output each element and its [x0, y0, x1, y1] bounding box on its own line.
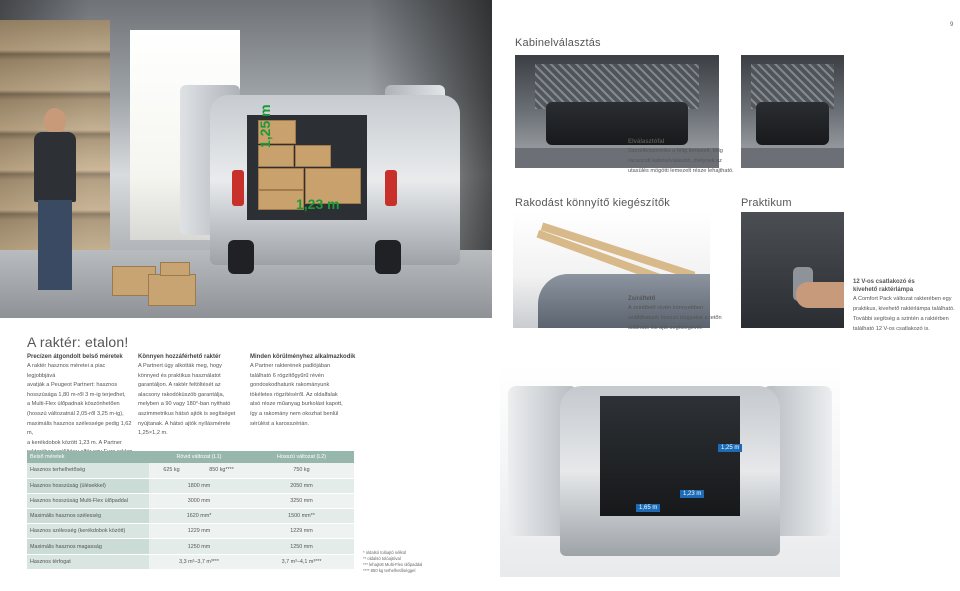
column-line: (hosszú változatnál 2,05-ről 3,25 m-ig),: [27, 410, 124, 417]
lamp-caption: [853, 278, 958, 334]
van-tail-lamp-right: [385, 170, 397, 206]
table-cell: 1229 mm: [149, 524, 249, 539]
lamp-caption-line: A Comfort Pack változat rakterében egy: [853, 296, 952, 302]
lamp-caption-title: 12 V-os csatlakozó és: [853, 279, 915, 285]
lamp-caption-line: praktikus, kivehető raktérlámpa található.: [853, 306, 955, 312]
worker-figure: [28, 108, 82, 298]
footnote: *** lehajtott Multi-Flex ülőpaddal: [363, 562, 423, 567]
column-line: található 6 rögzítőgyűrű révén: [250, 372, 325, 379]
column-line: aszimmetrikus hátsó ajtók is segítséget: [138, 410, 236, 417]
table-row: [27, 524, 354, 539]
column-line: alsó része műanyag burkolást kapott,: [250, 401, 343, 408]
table-cell: 1229 mm: [249, 524, 354, 539]
floor-box: [148, 274, 196, 306]
table-cell: 3000 mm: [149, 493, 249, 508]
table-row-label: Maximális hasznos szélesség: [27, 509, 149, 524]
loading-section-title: Rakodást könnyítő kiegészítők: [515, 197, 670, 209]
cabin-caption: [628, 138, 788, 176]
cargo-width-tag: 1,23 m: [680, 490, 704, 498]
column-line: A Partner rakterének padlójában: [250, 363, 331, 369]
table-cell: 1620 mm*: [149, 509, 249, 524]
worker-head: [44, 108, 66, 134]
table-cell: 3250 mm: [249, 493, 354, 508]
table-footnotes: [363, 550, 422, 574]
column-line: így a rakomány nem okozhat benlül: [250, 410, 339, 417]
lamp-caption-line: További segítség a szintén a raktérben: [853, 316, 949, 322]
van-wheel-right: [375, 240, 401, 274]
roof-plank: [541, 222, 696, 279]
table-row-label: Maximális hasznos magasság: [27, 539, 149, 554]
column-line: 1,25×1,2 m.: [138, 430, 168, 437]
cargo-box: [295, 145, 331, 167]
table-row: [27, 554, 354, 569]
table-cell: 750 kg: [249, 463, 354, 478]
column-line: garantáljon. A raktér feltöltését az: [138, 382, 221, 389]
table-row: [27, 539, 354, 554]
cargo-length-tag: 1,65 m: [636, 504, 660, 512]
column-title: Minden körülményhez alkalmazkodik: [250, 354, 356, 360]
table-header-cell: Hosszú változat (L2): [249, 451, 354, 463]
rack-caption-line: A zsiráftető révén könnyebben: [628, 305, 704, 311]
cargo-box: [258, 145, 294, 167]
table-header-cell: Belső méretek: [27, 451, 149, 463]
column-line: a Multi-Flex ülőpadnak köszönhetően: [27, 401, 120, 408]
main-section-title: A raktér: etalon!: [27, 334, 129, 350]
table-row-label: Hasznos hosszúság Multi-Flex ülőpaddal: [27, 493, 149, 508]
worker-torso: [34, 132, 76, 202]
cabin-caption-line: rácsozott kabinelválasztó, melynek az: [628, 158, 722, 164]
van-tail-lamp-left: [232, 170, 244, 206]
column-line: nyújtanak. A hátsó ajtók nyílásmérete: [138, 420, 231, 427]
table-row-label: Hasznos terhelhetőség: [27, 463, 149, 478]
rack-caption-title: Zsiráftető: [628, 296, 656, 302]
cargo-box: [258, 168, 304, 190]
table-header-cell: Rövid változat (L1): [149, 451, 249, 463]
height-dimension-label: 1,25 m: [257, 104, 273, 148]
table-cell: 1800 mm: [149, 478, 249, 493]
rack-caption: [628, 295, 738, 333]
table-cell: 3,3 m³–3,7 m³***: [149, 554, 249, 569]
table-row-label: Hasznos térfogat: [27, 554, 149, 569]
column-line: hosszúsága 1,80 m-ről 3 m-ig terjedhet,: [27, 391, 126, 398]
cargo-interior: [600, 396, 740, 516]
text-column-3: [250, 353, 362, 429]
column-line: könnyed és praktikus használatot: [138, 372, 221, 379]
table-cell: 1250 mm: [149, 539, 249, 554]
table-cell: 3,7 m³–4,1 m³***: [249, 554, 354, 569]
lamp-caption-title: kivehető raktérlámpa: [853, 287, 914, 293]
cargo-height-tag: 1,25 m: [718, 444, 742, 452]
footnote: * oldalsó tolóajtó nélkül: [363, 550, 406, 555]
column-line: melyben a 90 vagy 180°-ban nyitható: [138, 401, 231, 408]
cabin-caption-line: utasülés mögötti lemezelt része lehajtható.: [628, 168, 734, 174]
rack-caption-line: szállíthatunk hosszú tárgyakat a tetőn: [628, 315, 722, 321]
table-row-label: Hasznos hosszúság (ülésekkel): [27, 478, 149, 493]
table-row: [27, 478, 354, 493]
table-row-label: Hasznos szélesség (kerékdobok között): [27, 524, 149, 539]
footnote: ** oldalsó tolóajtóval: [363, 556, 401, 561]
hand-arm: [796, 282, 844, 308]
page-number: 9: [950, 22, 954, 28]
removable-lamp-photo: [741, 212, 844, 328]
table-cell: 2050 mm: [249, 478, 354, 493]
table-cell: 1500 mm**: [249, 509, 354, 524]
floor-box: [160, 262, 190, 276]
rack-caption-line: található kis ajtó segítségével.: [628, 325, 703, 331]
interior-dimensions-table: [27, 451, 354, 570]
lamp-caption-line: található 12 V-os csatlakozó is.: [853, 326, 930, 332]
table-cell: 1250 mm: [249, 539, 354, 554]
cargo-dimensions-photo: [500, 366, 840, 577]
worker-legs: [38, 200, 72, 290]
table-header-row: [27, 451, 354, 463]
column-line: A raktér hasznos méretei a piac legjobbjává: [27, 363, 106, 379]
column-line: alacsony rakodóküszöb garantálja,: [138, 391, 225, 398]
table-row: [27, 463, 354, 478]
van-wheel-left: [228, 240, 254, 274]
length-dimension-label: 1,23 m: [296, 196, 340, 212]
footnote: **** 850 kg terhelhetőséggel: [363, 568, 416, 573]
column-title: Precízen átgondolt belső méretek: [27, 354, 123, 360]
cabin-caption-title: Elválasztófal: [628, 139, 665, 145]
column-line: avatják a Peugeot Partnert: hasznos: [27, 382, 118, 389]
column-title: Könnyen hozzáférhető raktér: [138, 354, 221, 360]
warehouse-van-photo: [0, 0, 492, 318]
table-row: [27, 509, 354, 524]
column-line: tökéletes rögzítéséről. Az oldalfalak: [250, 391, 338, 398]
column-line: A Partnert úgy alkották meg, hogy: [138, 363, 222, 369]
column-line: sérülést a karosszérián.: [250, 420, 310, 427]
column-line: gondoskodhatunk rakományunk: [250, 382, 330, 389]
column-line: a kerékdobok között 1,23 m. A Partner: [27, 439, 122, 446]
cabin-section-title: Kabinelválasztás: [515, 37, 601, 49]
cabin-caption-line: Szerelfelszerelés a félig lemezelt, félig: [628, 148, 723, 154]
practical-section-title: Praktikum: [741, 197, 792, 209]
table-cell: 850 kg****: [194, 463, 249, 478]
text-column-1: [27, 353, 135, 458]
table-row: [27, 493, 354, 508]
column-line: maximális hasznos szélessége pedig 1,62 m,: [27, 420, 132, 437]
table-cell: 625 kg: [149, 463, 194, 478]
text-column-2: [138, 353, 246, 439]
